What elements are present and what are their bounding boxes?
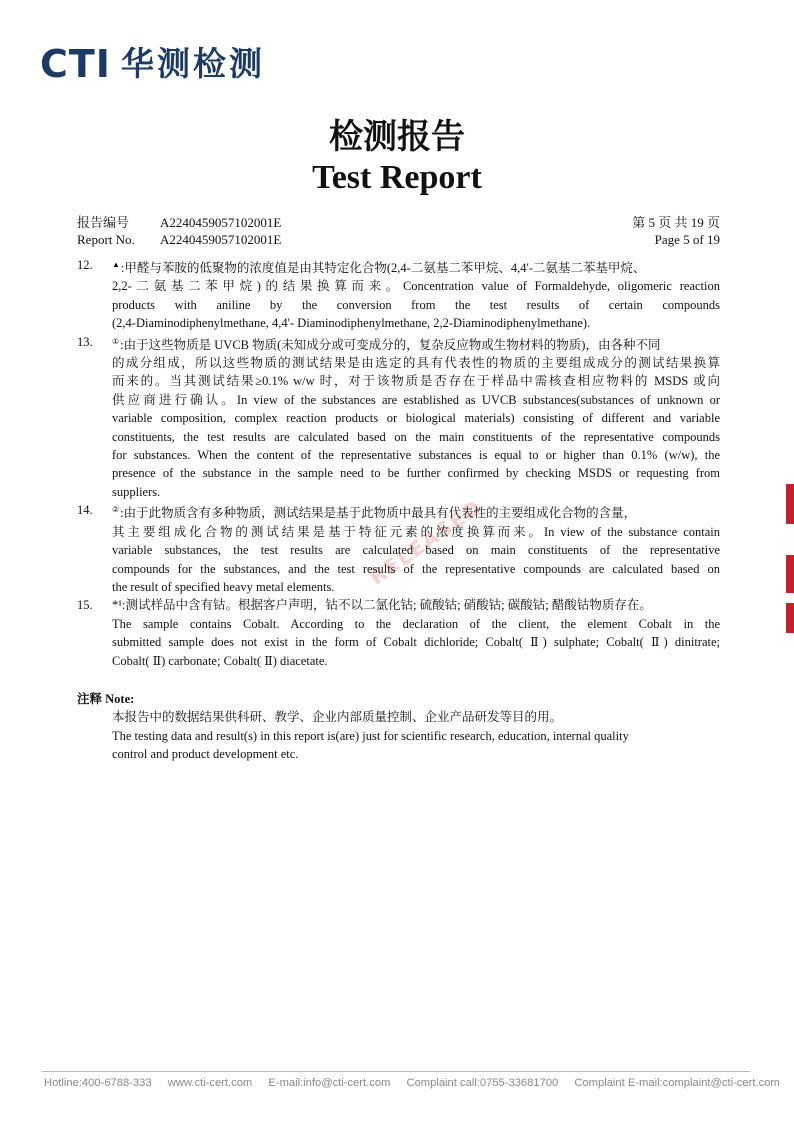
footnote-line: compounds for the substances, and the test results of the representative compounds are calculated based on [112, 561, 720, 576]
edge-mark [786, 603, 794, 633]
footnote-line: variable substances, the test results are calculated based on main constituents of the representative [112, 543, 720, 558]
footnote-item [77, 501, 720, 596]
footer-email[interactable]: E-mail:info@cti-cert.com [268, 1077, 391, 1089]
footnote-text [112, 596, 720, 670]
footnote-number: 15. [77, 598, 93, 613]
footer-divider [42, 1071, 750, 1072]
note-label: 注释 Note: [77, 691, 135, 706]
report-title-cn: 检测报告 [329, 119, 465, 156]
footnote-line: 而来的。当其测试结果≥0.1% w/w 时，对于该物质是否存在于样品中需核查相应物料的 MSDS 或向 [112, 374, 720, 389]
footnote-line: *¹:测试样品中含有钴。根据客户声明，钴不以二氯化钴; 硫酸钴; 硝酸钴; 碳酸钴; 醋酸钴物质存在。 [112, 598, 652, 613]
footnote-line: for substances. When the content of the representative substances is equal to or higher than 0.1% (w/w), the [112, 448, 720, 463]
company-logo [40, 44, 265, 84]
footnote-line-text: :由于此物质含有多种物质，测试结果是基于此物质中最具有代表性的主要组成化合物的含量， [120, 506, 637, 521]
report-number-en: A2240459057102001E [160, 232, 282, 247]
footnote-list [77, 256, 720, 670]
note-line: The testing data and result(s) in this report is(are) just for scientific research, education, internal quality [112, 728, 629, 743]
footnote-number: 14. [77, 503, 93, 518]
page-indicator-cn: 第 5 页 共 19 页 [632, 215, 720, 230]
footnote-marker: ② [112, 505, 120, 515]
report-number-label-cn: 报告编号 [77, 215, 130, 230]
page-indicator-en: Page 5 of 19 [654, 232, 720, 247]
footnote-line: Cobalt( Ⅱ) carbonate; Cobalt( Ⅱ) diacetate. [112, 653, 328, 668]
footnote-line-text: :由于这些物质是 UVCB 物质(未知成分或可变成分的，复杂反应物或生物材料的物质)，由各种不同 [120, 337, 661, 352]
footnote-text [112, 501, 720, 596]
report-number-cn: A2240459057102001E [160, 215, 282, 230]
footnote-line: submitted sample does not exist in the form of Cobalt dichloride; Cobalt( Ⅱ) sulphate; Cobalt( Ⅱ) dinitrate; [112, 635, 720, 650]
footnote-text [112, 256, 720, 333]
footnote-line: products with aniline by the conversion from the test results of certain compounds [112, 297, 720, 312]
footnote-item [77, 596, 720, 670]
footnote-marker: ① [112, 336, 120, 346]
notes-content [77, 256, 720, 764]
footnote-marker: ▲ [112, 260, 120, 269]
footer-complaint-email[interactable]: Complaint E-mail:complaint@cti-cert.com [574, 1077, 780, 1089]
note-body [77, 708, 720, 763]
footnote-line: variable composition, complex reaction products or biological materials) consisting of different and variable [112, 411, 720, 426]
footnote-number: 12. [77, 258, 93, 272]
note-line: 本报告中的数据结果供科研、教学、企业内部质量控制、企业产品研发等目的用。 [112, 710, 563, 725]
footnote-line: 供应商进行确认。In view of the substances are established as UVCB substances(substances of unknown or [112, 392, 720, 407]
note-section [77, 690, 720, 764]
footnote-text [112, 333, 720, 502]
edge-mark [786, 555, 794, 593]
logo-latin: CTI [40, 42, 111, 86]
footnote-line: the result of specified heavy metal elements. [112, 579, 335, 594]
footnote-item [77, 256, 720, 333]
footnote-line [112, 256, 720, 277]
footnote-item [77, 333, 720, 502]
footer-complaint-call: Complaint call:0755-33681700 [406, 1077, 559, 1089]
edge-mark [786, 484, 794, 524]
footnote-line: presence of the substance in the sample need to be further confirmed by checking MSDS or requesting from [112, 466, 720, 481]
footnote-line [112, 333, 720, 354]
stamp-watermark: RELEASED [365, 494, 487, 590]
footnote-line: constituents, the test results are calculated based on the main constituents of the representative compounds [112, 429, 720, 444]
logo-chinese: 华测检测 [120, 44, 265, 83]
note-line: control and product development etc. [112, 747, 299, 762]
report-number-label-en: Report No. [77, 232, 135, 247]
footnote-line: The sample contains Cobalt. According to the declaration of the client, the element Cobalt in the [112, 616, 720, 631]
footer [44, 1077, 793, 1089]
footer-hotline: Hotline:400-6788-333 [44, 1077, 152, 1089]
footnote-line: 其主要组成化合物的测试结果是基于特征元素的浓度换算而来。In view of the substance contain [112, 524, 720, 539]
footnote-line: 2,2-二氨基二苯甲烷)的结果换算而来。Concentration value of Formaldehyde, oligomeric reaction [112, 279, 720, 294]
report-title-en: Test Report [312, 159, 482, 196]
footnote-line: 的成分组成，所以这些物质的测试结果是由选定的具有代表性的物质的主要组成成分的测试结果换算 [112, 356, 720, 371]
footer-website[interactable]: www.cti-cert.com [167, 1077, 253, 1089]
footnote-line: suppliers. [112, 484, 161, 499]
footnote-line-text: :甲醛与苯胺的低聚物的浓度值是由其特定化合物(2,4-二氨基二苯甲烷、4,4'-二氨基二苯基甲烷、 [120, 261, 646, 275]
footnote-number: 13. [77, 334, 93, 349]
footnote-line [112, 501, 720, 522]
footnote-line: (2,4-Diaminodiphenylmethane, 4,4'- Diaminodiphenylmethane, 2,2-Diaminodiphenylmethane). [112, 316, 591, 331]
